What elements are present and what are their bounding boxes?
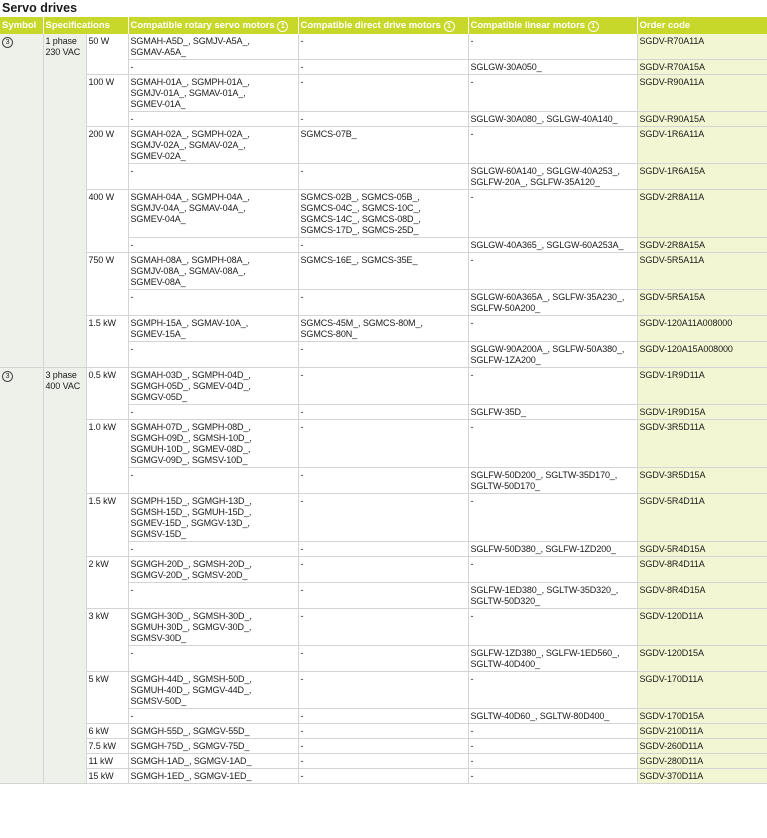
order-code-cell: SGDV-5R5A15A <box>637 290 767 316</box>
linear-motors-cell: SGLFW-50D200_, SGLTW-35D170_, SGLTW-50D170_ <box>468 468 637 494</box>
direct-drive-motors-cell: - <box>298 342 468 368</box>
power-rating-cell: 100 W <box>86 75 128 127</box>
note-1-icon: 1 <box>588 21 599 32</box>
rotary-motors-cell: SGMAH-07D_, SGMPH-08D_, SGMGH-09D_, SGMSH-10D_, SGMUH-10D_, SGMEV-08D_, SGMGV-09D_, SGMSV-10D_ <box>128 420 298 468</box>
rotary-motors-cell: SGMAH-01A_, SGMPH-01A_, SGMJV-01A_, SGMAV-01A_, SGMEV-01A_ <box>128 75 298 112</box>
power-rating-cell: 1.0 kW <box>86 420 128 494</box>
rotary-motors-cell: - <box>128 112 298 127</box>
rotary-motors-cell: - <box>128 646 298 672</box>
rotary-motors-cell: - <box>128 542 298 557</box>
table-row <box>0 368 767 405</box>
table-row <box>0 739 767 754</box>
order-code-cell: SGDV-370D11A <box>637 769 767 784</box>
order-code-cell: SGDV-8R4D11A <box>637 557 767 583</box>
linear-motors-cell: SGLGW-30A050_ <box>468 60 637 75</box>
direct-drive-motors-cell: - <box>298 583 468 609</box>
header-specifications: Specifications <box>43 17 128 34</box>
power-rating-cell: 3 kW <box>86 609 128 672</box>
direct-drive-motors-cell: - <box>298 494 468 542</box>
order-code-cell: SGDV-280D11A <box>637 754 767 769</box>
order-code-cell: SGDV-3R5D11A <box>637 420 767 468</box>
direct-drive-motors-cell: - <box>298 405 468 420</box>
header-rotary-motors: Compatible rotary servo motors 1 <box>128 17 298 34</box>
order-code-cell: SGDV-R70A15A <box>637 60 767 75</box>
power-rating-cell: 6 kW <box>86 724 128 739</box>
direct-drive-motors-cell: - <box>298 769 468 784</box>
linear-motors-cell: - <box>468 253 637 290</box>
order-code-cell: SGDV-210D11A <box>637 724 767 739</box>
symbol-circle-icon: 3 <box>2 371 13 382</box>
order-code-cell: SGDV-5R4D15A <box>637 542 767 557</box>
linear-motors-cell: - <box>468 769 637 784</box>
page-title: Servo drives <box>2 1 78 15</box>
symbol-cell <box>0 368 43 784</box>
rotary-motors-cell: - <box>128 290 298 316</box>
direct-drive-motors-cell: SGMCS-02B_, SGMCS-05B_, SGMCS-04C_, SGMCS-10C_, SGMCS-14C_, SGMCS-08D_, SGMCS-17D_, SGMCS-25D_ <box>298 190 468 238</box>
direct-drive-motors-cell: SGMCS-45M_, SGMCS-80M_, SGMCS-80N_ <box>298 316 468 342</box>
direct-drive-motors-cell: - <box>298 164 468 190</box>
linear-motors-cell: SGLFW-35D_ <box>468 405 637 420</box>
table-row <box>0 190 767 238</box>
rotary-motors-cell: - <box>128 468 298 494</box>
table-row <box>0 609 767 646</box>
order-code-cell: SGDV-170D15A <box>637 709 767 724</box>
order-code-cell: SGDV-2R8A15A <box>637 238 767 253</box>
order-code-cell: SGDV-120A15A008000 <box>637 342 767 368</box>
table-body <box>0 34 767 784</box>
table-row <box>0 34 767 60</box>
direct-drive-motors-cell: - <box>298 724 468 739</box>
rotary-motors-cell: SGMGH-55D_, SGMGV-55D_ <box>128 724 298 739</box>
header-symbol: Symbol <box>0 17 43 34</box>
rotary-motors-cell: SGMGH-30D_, SGMSH-30D_, SGMUH-30D_, SGMGV-30D_, SGMSV-30D_ <box>128 609 298 646</box>
direct-drive-motors-cell: - <box>298 609 468 646</box>
table-row <box>0 769 767 784</box>
rotary-motors-cell: SGMGH-1ED_, SGMGV-1ED_ <box>128 769 298 784</box>
rotary-motors-cell: - <box>128 164 298 190</box>
symbol-cell <box>0 34 43 368</box>
header-order-code: Order code <box>637 17 767 34</box>
order-code-cell: SGDV-1R6A11A <box>637 127 767 164</box>
order-code-cell: SGDV-120D11A <box>637 609 767 646</box>
rotary-motors-cell: SGMGH-20D_, SGMSH-20D_, SGMGV-20D_, SGMSV-20D_ <box>128 557 298 583</box>
linear-motors-cell: - <box>468 190 637 238</box>
direct-drive-motors-cell: SGMCS-16E_, SGMCS-35E_ <box>298 253 468 290</box>
header-direct-drive-motors: Compatible direct drive motors 1 <box>298 17 468 34</box>
servo-drives-table <box>0 17 767 784</box>
note-1-icon: 1 <box>277 21 288 32</box>
rotary-motors-cell: SGMPH-15D_, SGMGH-13D_, SGMSH-15D_, SGMUH-15D_, SGMEV-15D_, SGMGV-13D_, SGMSV-15D_ <box>128 494 298 542</box>
order-code-cell: SGDV-R90A15A <box>637 112 767 127</box>
linear-motors-cell: SGLFW-50D380_, SGLFW-1ZD200_ <box>468 542 637 557</box>
rotary-motors-cell: - <box>128 342 298 368</box>
order-code-cell: SGDV-2R8A11A <box>637 190 767 238</box>
direct-drive-motors-cell: - <box>298 420 468 468</box>
table-row <box>0 316 767 342</box>
order-code-cell: SGDV-5R5A11A <box>637 253 767 290</box>
order-code-cell: SGDV-1R6A15A <box>637 164 767 190</box>
linear-motors-cell: - <box>468 316 637 342</box>
linear-motors-cell: SGLGW-40A365_, SGLGW-60A253A_ <box>468 238 637 253</box>
phase-voltage-cell: 3 phase 400 VAC <box>43 368 86 784</box>
linear-motors-cell: SGLFW-1ZD380_, SGLFW-1ED560_, SGLTW-40D400_ <box>468 646 637 672</box>
phase-voltage-cell: 1 phase 230 VAC <box>43 34 86 368</box>
linear-motors-cell: SGLGW-60A140_, SGLGW-40A253_, SGLFW-20A_, SGLFW-35A120_ <box>468 164 637 190</box>
rotary-motors-cell: SGMAH-03D_, SGMPH-04D_, SGMGH-05D_, SGMEV-04D_, SGMGV-05D_ <box>128 368 298 405</box>
linear-motors-cell: - <box>468 494 637 542</box>
rotary-motors-cell: SGMAH-08A_, SGMPH-08A_, SGMJV-08A_, SGMAV-08A_, SGMEV-08A_ <box>128 253 298 290</box>
linear-motors-cell: - <box>468 557 637 583</box>
direct-drive-motors-cell: - <box>298 60 468 75</box>
linear-motors-cell: - <box>468 420 637 468</box>
table-row <box>0 494 767 542</box>
linear-motors-cell: - <box>468 672 637 709</box>
power-rating-cell: 50 W <box>86 34 128 75</box>
rotary-motors-cell: SGMAH-A5D_, SGMJV-A5A_, SGMAV-A5A_ <box>128 34 298 60</box>
direct-drive-motors-cell: - <box>298 672 468 709</box>
linear-motors-cell: SGLGW-30A080_, SGLGW-40A140_ <box>468 112 637 127</box>
linear-motors-cell: - <box>468 724 637 739</box>
linear-motors-cell: - <box>468 609 637 646</box>
power-rating-cell: 2 kW <box>86 557 128 609</box>
rotary-motors-cell: - <box>128 60 298 75</box>
rotary-motors-cell: SGMAH-02A_, SGMPH-02A_, SGMJV-02A_, SGMAV-02A_, SGMEV-02A_ <box>128 127 298 164</box>
linear-motors-cell: SGLTW-40D60_, SGLTW-80D400_ <box>468 709 637 724</box>
order-code-cell: SGDV-120A11A008000 <box>637 316 767 342</box>
table-row <box>0 724 767 739</box>
order-code-cell: SGDV-R90A11A <box>637 75 767 112</box>
direct-drive-motors-cell: - <box>298 238 468 253</box>
rotary-motors-cell: - <box>128 238 298 253</box>
direct-drive-motors-cell: - <box>298 368 468 405</box>
power-rating-cell: 5 kW <box>86 672 128 724</box>
order-code-cell: SGDV-1R9D11A <box>637 368 767 405</box>
note-1-icon: 1 <box>444 21 455 32</box>
direct-drive-motors-cell: - <box>298 112 468 127</box>
order-code-cell: SGDV-1R9D15A <box>637 405 767 420</box>
rotary-motors-cell: SGMGH-44D_, SGMSH-50D_, SGMUH-40D_, SGMGV-44D_, SGMSV-50D_ <box>128 672 298 709</box>
table-row <box>0 253 767 290</box>
table-row <box>0 420 767 468</box>
linear-motors-cell: - <box>468 34 637 60</box>
rotary-motors-cell: - <box>128 405 298 420</box>
linear-motors-cell: SGLGW-90A200A_, SGLFW-50A380_, SGLFW-1ZA200_ <box>468 342 637 368</box>
table-row <box>0 75 767 112</box>
direct-drive-motors-cell: - <box>298 646 468 672</box>
direct-drive-motors-cell: - <box>298 34 468 60</box>
linear-motors-cell: - <box>468 75 637 112</box>
rotary-motors-cell: SGMPH-15A_, SGMAV-10A_, SGMEV-15A_ <box>128 316 298 342</box>
power-rating-cell: 750 W <box>86 253 128 316</box>
power-rating-cell: 15 kW <box>86 769 128 784</box>
power-rating-cell: 1.5 kW <box>86 316 128 368</box>
table-header-row <box>0 17 767 34</box>
power-rating-cell: 0.5 kW <box>86 368 128 420</box>
power-rating-cell: 7.5 kW <box>86 739 128 754</box>
order-code-cell: SGDV-120D15A <box>637 646 767 672</box>
rotary-motors-cell: - <box>128 583 298 609</box>
direct-drive-motors-cell: - <box>298 290 468 316</box>
direct-drive-motors-cell: - <box>298 754 468 769</box>
linear-motors-cell: - <box>468 127 637 164</box>
direct-drive-motors-cell: - <box>298 709 468 724</box>
rotary-motors-cell: SGMGH-1AD_, SGMGV-1AD_ <box>128 754 298 769</box>
rotary-motors-cell: - <box>128 709 298 724</box>
order-code-cell: SGDV-260D11A <box>637 739 767 754</box>
direct-drive-motors-cell: - <box>298 542 468 557</box>
table-row <box>0 557 767 583</box>
linear-motors-cell: - <box>468 754 637 769</box>
table-row <box>0 672 767 709</box>
order-code-cell: SGDV-8R4D15A <box>637 583 767 609</box>
power-rating-cell: 200 W <box>86 127 128 190</box>
order-code-cell: SGDV-170D11A <box>637 672 767 709</box>
linear-motors-cell: SGLFW-1ED380_, SGLTW-35D320_, SGLTW-50D320_ <box>468 583 637 609</box>
power-rating-cell: 1.5 kW <box>86 494 128 557</box>
header-linear-motors: Compatible linear motors 1 <box>468 17 637 34</box>
power-rating-cell: 11 kW <box>86 754 128 769</box>
direct-drive-motors-cell: SGMCS-07B_ <box>298 127 468 164</box>
direct-drive-motors-cell: - <box>298 75 468 112</box>
rotary-motors-cell: SGMGH-75D_, SGMGV-75D_ <box>128 739 298 754</box>
order-code-cell: SGDV-5R4D11A <box>637 494 767 542</box>
linear-motors-cell: - <box>468 739 637 754</box>
table-row <box>0 754 767 769</box>
direct-drive-motors-cell: - <box>298 739 468 754</box>
linear-motors-cell: SGLGW-60A365A_, SGLFW-35A230_, SGLFW-50A200_ <box>468 290 637 316</box>
direct-drive-motors-cell: - <box>298 468 468 494</box>
symbol-circle-icon: 3 <box>2 37 13 48</box>
table-row <box>0 127 767 164</box>
linear-motors-cell: - <box>468 368 637 405</box>
order-code-cell: SGDV-3R5D15A <box>637 468 767 494</box>
power-rating-cell: 400 W <box>86 190 128 253</box>
rotary-motors-cell: SGMAH-04A_, SGMPH-04A_, SGMJV-04A_, SGMAV-04A_, SGMEV-04A_ <box>128 190 298 238</box>
direct-drive-motors-cell: - <box>298 557 468 583</box>
order-code-cell: SGDV-R70A11A <box>637 34 767 60</box>
